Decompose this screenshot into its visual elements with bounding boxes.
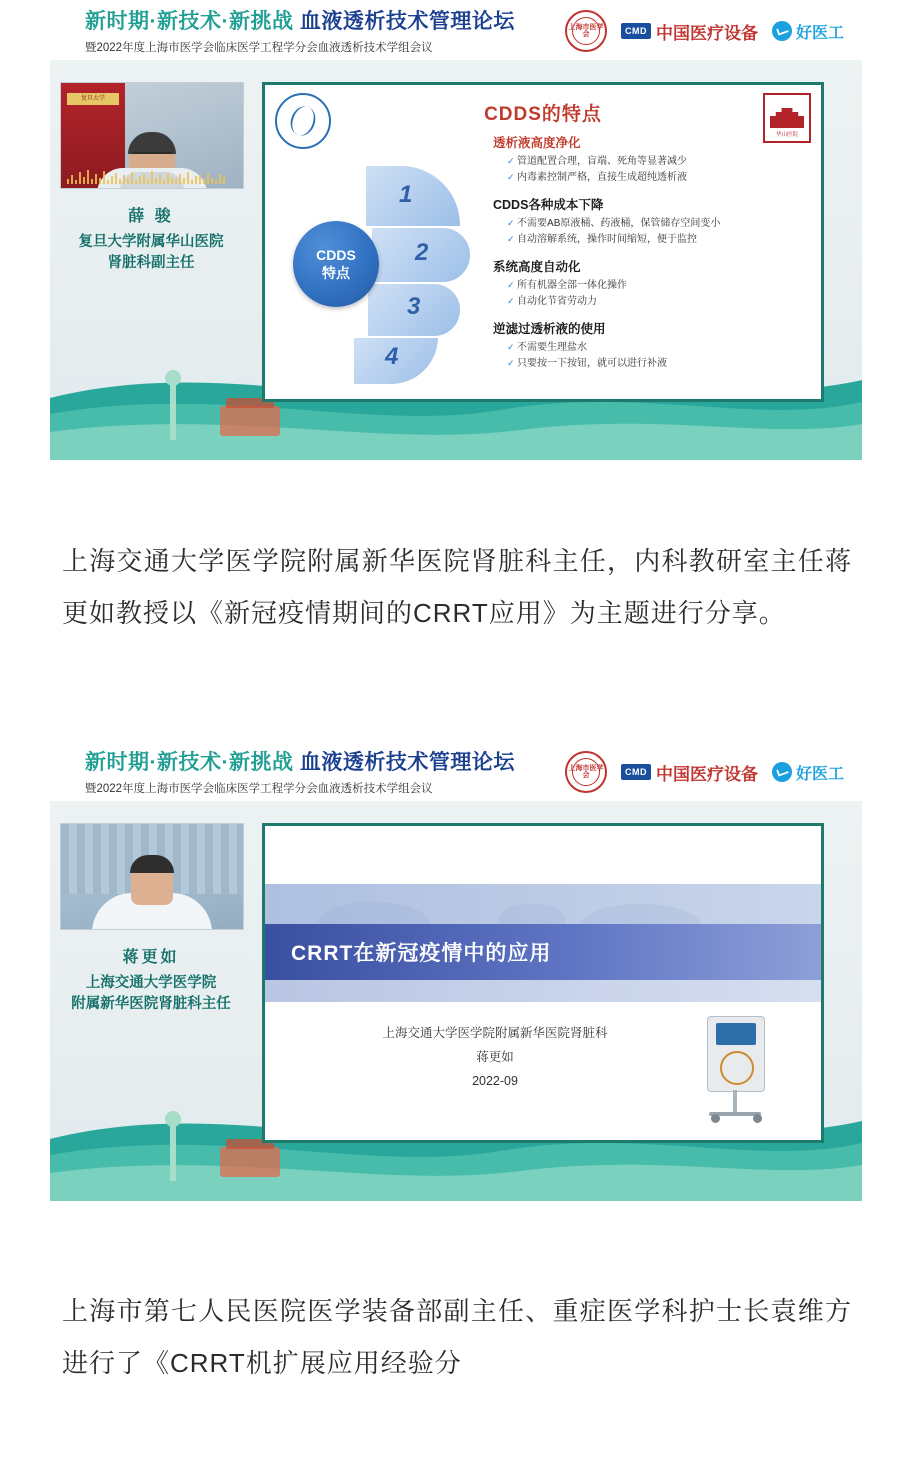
haoyigong-mark-icon-2 xyxy=(772,762,792,782)
forum-subtitle-2: 暨2022年度上海市医学会临床医学工程学分会血液透析技术学组会议 xyxy=(85,783,433,795)
slide-2-meta-line-3: 2022-09 xyxy=(472,1073,518,1088)
slide-2-deck-title: CRRT在新冠疫情中的应用 xyxy=(291,942,552,965)
speaker-affiliation-line-2: 肾脏科副主任 xyxy=(107,255,195,272)
slide-1-body xyxy=(50,60,862,460)
pie-segment-label-4: 4 xyxy=(385,343,399,370)
presentation-slide-1 xyxy=(262,82,824,402)
speaker-photo xyxy=(60,82,244,189)
pie-segment-label-2: 2 xyxy=(415,239,429,266)
machine-wheel-right xyxy=(753,1114,762,1123)
feature-bullet-2-1: ✓ 不需要AB原液桶、药液桶，保管储存空间变小 xyxy=(507,216,811,232)
slide-2-header xyxy=(50,741,862,801)
feature-heading-4: 逆滤过透析液的使用 xyxy=(493,322,606,336)
pie-segment-label-1: 1 xyxy=(399,181,413,208)
seal-label: 上海市医学会 xyxy=(568,24,604,38)
speaker-2-affiliation-line-2: 附属新华医院肾脏科主任 xyxy=(71,996,231,1013)
forum-title-block xyxy=(85,5,515,55)
cmd-badge-2: CMD xyxy=(621,764,651,780)
forum-title-segment-a: 新时期·新技术·新挑战 xyxy=(85,10,294,33)
slide-2-body xyxy=(50,801,862,1201)
feature-bullet-3-1: ✓ 所有机器全部一体化操作 xyxy=(507,278,811,294)
feature-group-4 xyxy=(493,319,811,371)
speaker-hair xyxy=(128,132,176,154)
slide-1-speaker-panel xyxy=(60,82,242,274)
seal-label-2: 上海市医学会 xyxy=(568,765,604,779)
forum-title-segment-b: 血液透析技术管理论坛 xyxy=(299,10,515,33)
photo-banner-label: 复旦大学 xyxy=(67,93,119,105)
slide-1-deck-title: CDDS的特点 xyxy=(484,104,602,125)
machine-body xyxy=(707,1016,765,1092)
cdds-feature-list xyxy=(493,133,811,381)
feature-group-3 xyxy=(493,257,811,309)
slide-image-1 xyxy=(50,0,862,460)
dna-helix-logo-icon xyxy=(275,93,331,149)
speaker-photo-2 xyxy=(60,823,244,930)
feature-bullet-1-1: ✓ 管道配置合理，盲端、死角等显著减少 xyxy=(507,154,811,170)
feature-heading-2: CDDS各种成本下降 xyxy=(493,198,604,212)
medical-association-seal-icon xyxy=(565,10,607,52)
hospital-logo-label: 华山医院 xyxy=(775,132,798,138)
speaker-2-affiliation-line-1: 上海交通大学医学院 xyxy=(85,975,217,991)
slide-2-meta-line-1: 上海交通大学医学院附属新华医院肾脏科 xyxy=(382,1026,608,1040)
speaker-affiliation-line-1: 复旦大学附属华山医院 xyxy=(78,234,224,250)
haoyigong-label: 好医工 xyxy=(795,24,844,42)
haoyigong-logo xyxy=(772,20,844,43)
sponsor-logo-row-2 xyxy=(565,751,844,793)
speaker-name-2: 蒋更如 xyxy=(122,949,180,966)
article-paragraph-2: 上海市第七人民医院医学装备部副主任、重症医学科护士长袁维方进行了《CRRT机扩展应用经验分 xyxy=(62,1296,852,1378)
machine-wheel-left xyxy=(711,1114,720,1123)
feature-group-2 xyxy=(493,195,811,247)
pie-center-line-1: CDDS xyxy=(316,246,356,263)
title-band-bottom xyxy=(265,980,821,1002)
cmd-logo-2 xyxy=(621,760,758,785)
slide-2-meta-line-2: 蒋更如 xyxy=(476,1049,514,1064)
sponsor-logo-row xyxy=(565,10,844,52)
haoyigong-logo-2 xyxy=(772,761,844,784)
slide-image-2 xyxy=(50,741,862,1201)
cmd-label: 中国医疗设备 xyxy=(655,23,758,43)
medical-association-seal-icon-2 xyxy=(565,751,607,793)
cmd-logo xyxy=(621,19,758,44)
machine-tubing xyxy=(720,1051,754,1085)
crrt-machine-icon xyxy=(697,1016,775,1126)
haoyigong-label-2: 好医工 xyxy=(795,765,844,783)
forum-subtitle: 暨2022年度上海市医学会临床医学工程学分会血液透析技术学组会议 xyxy=(85,42,433,54)
cmd-badge: CMD xyxy=(621,23,651,39)
forum-title-2 xyxy=(85,746,515,776)
speaker-affiliation xyxy=(60,232,242,274)
feature-bullet-4-2: ✓ 只要按一下按钮，就可以进行补液 xyxy=(507,356,811,372)
haoyigong-mark-icon xyxy=(772,21,792,41)
speaker-photo-2-scene xyxy=(61,824,243,929)
feature-heading-3: 系统高度自动化 xyxy=(493,260,581,274)
audio-waveform-icon xyxy=(67,168,237,184)
feature-bullet-2-2: ✓ 自动溶解系统，操作时间缩短，便于监控 xyxy=(507,232,811,248)
feature-heading-1: 透析液高度净化 xyxy=(493,136,581,150)
slide-2-meta-block xyxy=(325,1022,665,1093)
pie-segment-label-3: 3 xyxy=(407,293,421,320)
forum-title xyxy=(85,5,515,35)
feature-bullet-3-2: ✓ 自动化节省劳动力 xyxy=(507,294,811,310)
forum-title-2-segment-a: 新时期·新技术·新挑战 xyxy=(85,751,294,774)
pie-center-line-2: 特点 xyxy=(322,265,350,281)
feature-bullet-1-2: ✓ 内毒素控制严格，直接生成超纯透析液 xyxy=(507,170,811,186)
pie-petal-1 xyxy=(365,165,461,227)
cmd-label-2: 中国医疗设备 xyxy=(655,764,758,784)
feature-group-1 xyxy=(493,133,811,185)
speaker-affiliation-2 xyxy=(60,973,242,1015)
pie-center-label xyxy=(293,221,379,307)
slide-2-speaker-panel xyxy=(60,823,242,1015)
speaker-glasses xyxy=(132,152,172,162)
presentation-slide-2 xyxy=(262,823,824,1143)
feature-bullet-4-1: ✓ 不需要生理盐水 xyxy=(507,340,811,356)
hospital-building-shape xyxy=(770,108,804,128)
article-paragraph-1: 上海交通大学医学院附属新华医院肾脏科主任，内科教研室主任蒋更如教授以《新冠疫情期间的CRRT应用》为主题进行分享。 xyxy=(62,546,852,628)
forum-title-2-segment-b: 血液透析技术管理论坛 xyxy=(299,751,515,774)
slide-2-title-band xyxy=(265,924,821,980)
forum-title-block-2 xyxy=(85,746,515,796)
machine-pole xyxy=(733,1090,737,1114)
cdds-pie-diagram xyxy=(287,143,497,383)
slide-1-header xyxy=(50,0,862,60)
speaker-name: 薛 骏 xyxy=(128,208,174,225)
machine-screen xyxy=(716,1023,756,1045)
